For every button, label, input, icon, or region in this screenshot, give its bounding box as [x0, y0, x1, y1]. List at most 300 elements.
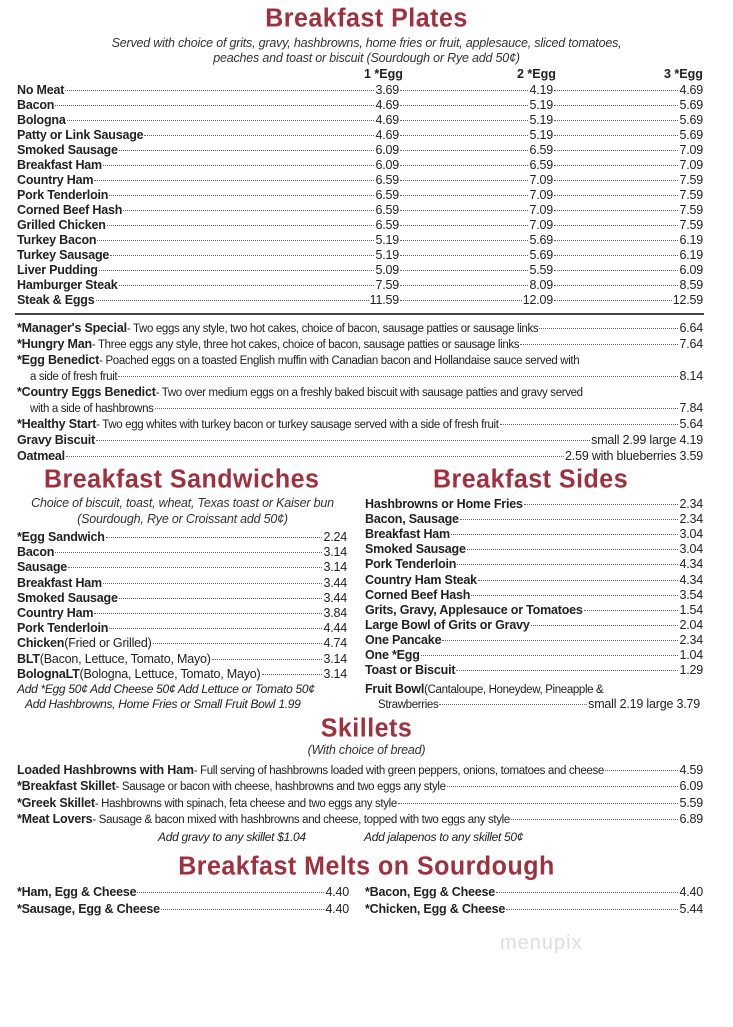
item-name: Pork Tenderloin	[17, 621, 109, 636]
item-price: 6.09	[679, 779, 703, 794]
dot-leader	[119, 150, 375, 151]
item-price: 3.84	[323, 606, 347, 620]
dot-leader	[212, 659, 323, 660]
plate-row	[17, 173, 703, 188]
item-name: *Greek Skillet	[17, 795, 95, 810]
dot-leader	[398, 803, 679, 804]
dot-leader	[554, 240, 678, 241]
item-price: 5.69	[679, 113, 703, 127]
item-name: Bologna	[17, 113, 66, 127]
dot-leader	[554, 255, 678, 256]
item-price: 2.34	[679, 497, 703, 511]
price-cell-2	[399, 143, 553, 158]
price-cell-3	[553, 233, 703, 248]
item-price: 2.04	[679, 617, 703, 632]
item-price: 6.59	[529, 158, 553, 172]
price-cell-1	[17, 143, 399, 158]
item-price: 5.19	[375, 248, 399, 262]
item-name: Toast or Biscuit	[365, 663, 456, 678]
item-price: 4.69	[679, 83, 703, 97]
plate-row	[17, 83, 703, 98]
item-price: 8.09	[529, 278, 553, 292]
item-desc: - Poached eggs on a toasted English muffin with Canadian bacon and Hollandaise sauce served with	[99, 355, 580, 367]
price-cell-1	[17, 188, 399, 203]
sides-title: Breakfast Sides	[433, 464, 629, 494]
dot-leader	[531, 625, 679, 626]
dot-leader	[539, 328, 678, 329]
item-price: 6.09	[375, 158, 399, 172]
special-row	[17, 433, 703, 448]
dot-leader	[447, 786, 679, 787]
side-row	[365, 573, 703, 588]
item-price: 7.59	[679, 203, 703, 217]
sandwich-row	[17, 621, 347, 636]
item-price: 12.59	[672, 293, 703, 307]
item-name: Bacon	[17, 545, 55, 560]
item-price: 5.69	[679, 128, 703, 142]
special-row	[17, 449, 703, 464]
dot-leader	[103, 165, 375, 166]
dot-leader	[96, 300, 369, 301]
item-name: Loaded Hashbrowns with Ham	[17, 763, 194, 777]
price-cell-2	[399, 218, 553, 233]
item-name: *Hungry Man	[17, 337, 92, 351]
dot-leader	[554, 150, 678, 151]
dot-leader	[400, 210, 528, 211]
item-price: 5.09	[375, 263, 399, 277]
item-name: Breakfast Ham	[365, 527, 450, 542]
special-row-cont	[30, 369, 703, 384]
item-price: 6.64	[679, 321, 703, 335]
dot-leader	[400, 285, 528, 286]
item-price: 4.34	[679, 572, 703, 587]
price-cell-2	[399, 158, 553, 173]
price-cell-3	[553, 98, 703, 113]
item-name: Country Ham Steak	[365, 572, 477, 587]
item-price: 6.59	[375, 188, 399, 202]
price-cell-1	[17, 98, 399, 113]
item-price: 5.19	[529, 98, 553, 112]
dot-leader	[467, 549, 679, 550]
item-price: 7.59	[679, 173, 703, 187]
item-price: 8.14	[679, 369, 703, 383]
plate-row	[17, 143, 703, 158]
item-name: Smoked Sausage	[365, 542, 466, 557]
plate-row	[17, 128, 703, 143]
item-desc: - Sausage & bacon mixed with hashbrowns and cheese, topped with two eggs any style	[92, 813, 510, 826]
plate-row	[17, 293, 703, 308]
item-name: *Meat Lovers	[17, 811, 93, 826]
skillet-addon-1: Add gravy to any skillet $1.04	[158, 830, 306, 844]
dot-leader	[554, 300, 672, 301]
price-cell-3	[553, 128, 703, 143]
item-price: 2.34	[679, 512, 703, 527]
price-cell-1	[17, 113, 399, 128]
item-name: Corned Beef Hash	[17, 203, 123, 217]
item-price: 3.04	[679, 542, 703, 557]
dot-leader	[68, 567, 322, 568]
dot-leader	[400, 270, 528, 271]
sandwich-row	[17, 545, 347, 560]
item-price: 6.09	[679, 263, 703, 277]
plate-row	[17, 158, 703, 173]
side-row	[365, 512, 703, 527]
skillets-subtitle: (With choice of bread)	[307, 743, 426, 757]
dot-leader	[400, 105, 528, 106]
item-price: 7.84	[679, 401, 703, 415]
dot-leader	[400, 150, 528, 151]
item-name: Liver Pudding	[17, 263, 98, 277]
item-price: 7.09	[529, 173, 553, 187]
skillet-row	[17, 796, 703, 811]
price-cell-3	[553, 83, 703, 98]
price-cell-2	[399, 188, 553, 203]
sandwich-row	[17, 636, 347, 651]
item-name: *Sausage, Egg & Cheese	[17, 902, 160, 916]
price-cell-1	[17, 278, 399, 293]
item-name: Smoked Sausage	[17, 590, 118, 605]
item-desc: - Three eggs any style, three hot cakes, choice of bacon, sausage patties or sausage links	[91, 339, 520, 351]
dot-leader	[123, 210, 374, 211]
dot-leader	[554, 105, 678, 106]
column-3-egg: 3 *Egg	[664, 67, 703, 81]
item-price: 7.09	[679, 143, 703, 157]
price-cell-2	[399, 233, 553, 248]
item-name: *Ham, Egg & Cheese	[17, 885, 137, 899]
item-price: 3.14	[323, 560, 347, 575]
dot-leader	[511, 819, 679, 820]
dot-leader	[119, 598, 323, 599]
dot-leader	[55, 552, 322, 553]
item-name: Bacon	[17, 98, 55, 112]
sandwich-row	[17, 667, 347, 682]
dot-leader	[153, 643, 323, 644]
melts-title: Breakfast Melts on Sourdough	[178, 851, 555, 881]
dot-leader	[400, 90, 528, 91]
item-price: 3.14	[323, 666, 347, 681]
item-desc: with a side of hashbrowns	[30, 403, 154, 415]
dot-leader	[400, 300, 522, 301]
item-name: No Meat	[17, 83, 65, 97]
item-name: Pork Tenderloin	[17, 188, 109, 202]
item-name: *Breakfast Skillet	[17, 779, 116, 794]
dot-leader	[107, 225, 375, 226]
item-name: BLT	[17, 651, 40, 666]
price-cell-2	[399, 278, 553, 293]
dot-leader	[439, 704, 587, 705]
item-name: Large Bowl of Grits or Gravy	[365, 617, 530, 632]
dot-leader	[109, 628, 322, 629]
item-price: 3.14	[323, 545, 347, 560]
item-name: Gravy Biscuit	[17, 433, 95, 447]
item-price: 11.59	[369, 293, 399, 307]
item-price: 3.14	[323, 651, 347, 666]
item-price: 4.19	[529, 83, 553, 97]
special-row-cont	[30, 401, 703, 416]
side-row	[365, 603, 703, 618]
dot-leader	[94, 613, 322, 614]
dot-leader	[137, 892, 324, 893]
dot-leader	[554, 180, 678, 181]
dot-leader	[554, 90, 678, 91]
skillet-row	[17, 812, 703, 827]
dot-leader	[554, 165, 678, 166]
price-cell-1	[17, 218, 399, 233]
item-name: Fruit Bowl	[365, 682, 425, 696]
item-price: 6.89	[679, 811, 703, 826]
dot-leader	[554, 195, 678, 196]
price-cell-2	[399, 203, 553, 218]
watermark: menupix	[500, 932, 583, 954]
sandwich-addons-2: Add Hashbrowns, Home Fries or Small Fruit Bowl 1.99	[25, 697, 301, 711]
dot-leader	[500, 424, 679, 425]
plates-subtitle-1: Served with choice of grits, gravy, hashbrowns, home fries or fruit, applesauce, sliced tomatoes,	[111, 36, 622, 50]
dot-leader	[478, 580, 679, 581]
item-name: Grilled Chicken	[17, 218, 106, 232]
item-price: 7.59	[679, 218, 703, 232]
item-price: 5.69	[679, 98, 703, 112]
item-desc: - Two egg whites with turkey bacon or turkey sausage served with a side of fresh fruit	[96, 419, 499, 431]
sandwiches-subtitle-1: Choice of biscuit, toast, wheat, Texas toast or Kaiser bun	[31, 496, 334, 510]
skillet-row	[17, 763, 703, 778]
item-name: One *Egg	[365, 648, 420, 662]
item-price: 4.40	[325, 902, 349, 916]
item-price: 5.59	[679, 795, 703, 810]
item-price: 6.59	[529, 143, 553, 157]
column-1-egg: 1 *Egg	[364, 67, 403, 81]
item-desc: (Bacon, Lettuce, Tomato, Mayo)	[39, 651, 211, 666]
item-desc: - Hashbrowns with spinach, feta cheese and two eggs any style	[94, 797, 397, 810]
price-cell-2	[399, 128, 553, 143]
item-price: 1.04	[679, 648, 703, 662]
item-price: 2.34	[679, 632, 703, 647]
plate-row	[17, 98, 703, 113]
dot-leader	[65, 90, 374, 91]
dot-leader	[400, 120, 528, 121]
dot-leader	[55, 105, 374, 106]
dot-leader	[96, 440, 590, 441]
skillets-title: Skillets	[320, 713, 413, 743]
fruit-bowl-row	[365, 682, 603, 697]
item-price: 4.40	[325, 885, 349, 899]
item-price: 3.69	[375, 83, 399, 97]
price-cell-2	[399, 293, 553, 308]
price-cell-2	[399, 248, 553, 263]
item-name: BolognaLT	[17, 666, 80, 681]
item-desc: Strawberries	[378, 699, 439, 711]
item-price: 2.24	[323, 530, 347, 544]
item-price: 7.09	[529, 203, 553, 217]
item-desc: - Two eggs any style, two hot cakes, choice of bacon, sausage patties or sausage links	[126, 323, 539, 335]
side-row	[365, 588, 703, 603]
price-cell-3	[553, 218, 703, 233]
item-price: 6.59	[375, 218, 399, 232]
item-price: 5.19	[529, 128, 553, 142]
dot-leader	[400, 180, 528, 181]
price-cell-3	[553, 158, 703, 173]
item-name: Hamburger Steak	[17, 278, 118, 292]
special-row	[17, 417, 703, 432]
item-price: 5.44	[679, 902, 703, 916]
item-price: 1.54	[679, 602, 703, 617]
melt-row	[17, 902, 349, 917]
dot-leader	[118, 376, 678, 377]
side-row	[365, 663, 703, 678]
item-price: 6.19	[679, 233, 703, 247]
price-cell-3	[553, 188, 703, 203]
dot-leader	[442, 640, 678, 641]
item-price: 5.19	[529, 113, 553, 127]
sandwich-row	[17, 591, 347, 606]
item-desc: - Full serving of hashbrowns loaded with green peppers, onions, tomatoes and cheese	[193, 765, 604, 777]
dot-leader	[520, 344, 678, 345]
divider	[15, 313, 704, 315]
price-cell-1	[17, 263, 399, 278]
plate-row	[17, 113, 703, 128]
price-cell-1	[17, 248, 399, 263]
sandwich-row	[17, 652, 347, 667]
dot-leader	[97, 240, 374, 241]
price-cell-3	[553, 173, 703, 188]
item-name: One Pancake	[365, 632, 442, 647]
item-desc: a side of fresh fruit	[30, 371, 118, 383]
price-cell-3	[553, 143, 703, 158]
item-name: Breakfast Ham	[17, 575, 102, 590]
dot-leader	[110, 255, 374, 256]
item-price: 7.09	[529, 218, 553, 232]
item-price: 4.69	[375, 113, 399, 127]
item-price: 4.74	[323, 636, 347, 651]
item-name: *Healthy Start	[17, 417, 97, 431]
item-price: 7.09	[679, 158, 703, 172]
item-price: 4.34	[679, 557, 703, 572]
item-name: Breakfast Ham	[17, 158, 102, 172]
dot-leader	[161, 909, 325, 910]
dot-leader	[99, 270, 375, 271]
dot-leader	[262, 674, 323, 675]
price-cell-1	[17, 173, 399, 188]
item-price: 3.44	[323, 575, 347, 590]
dot-leader	[144, 135, 374, 136]
dot-leader	[457, 564, 678, 565]
fruit-bowl-row-2	[378, 697, 700, 712]
item-price: 7.09	[529, 188, 553, 202]
dot-leader	[119, 285, 375, 286]
dot-leader	[554, 285, 678, 286]
plates-subtitle-2: peaches and toast or biscuit (Sourdough or Rye add 50¢)	[213, 51, 520, 65]
item-price: 12.09	[522, 293, 553, 307]
dot-leader	[496, 892, 678, 893]
item-price: 4.59	[679, 763, 703, 777]
item-price: small 2.19 large 3.79	[588, 697, 700, 711]
skillet-row	[17, 779, 703, 794]
column-2-egg: 2 *Egg	[517, 67, 556, 81]
price-cell-1	[17, 128, 399, 143]
item-name: Corned Beef Hash	[365, 587, 471, 602]
melt-row	[365, 902, 703, 917]
item-name: *Egg Benedict	[17, 353, 100, 367]
item-name: *Country Eggs Benedict	[17, 385, 156, 399]
dot-leader	[554, 135, 678, 136]
item-price: 4.44	[323, 621, 347, 636]
dot-leader	[400, 135, 528, 136]
item-name: *Bacon, Egg & Cheese	[365, 885, 496, 899]
item-price: 5.59	[529, 263, 553, 277]
item-price: 7.59	[679, 188, 703, 202]
dot-leader	[94, 180, 374, 181]
breakfast-plates-title: Breakfast Plates	[265, 3, 468, 33]
item-price: 6.59	[375, 173, 399, 187]
dot-leader	[421, 655, 679, 656]
item-price: 5.19	[375, 233, 399, 247]
sandwich-row	[17, 606, 347, 621]
dot-leader	[106, 537, 323, 538]
plate-row	[17, 278, 703, 293]
item-price: 5.69	[529, 233, 553, 247]
skillet-addon-2: Add jalapenos to any skillet 50¢	[364, 830, 524, 844]
dot-leader	[584, 610, 679, 611]
item-price: 6.59	[375, 203, 399, 217]
sandwich-row	[17, 560, 347, 575]
dot-leader	[460, 519, 679, 520]
special-row	[17, 353, 703, 368]
item-name: *Manager's Special	[17, 321, 127, 335]
dot-leader	[605, 770, 679, 771]
item-name: Hashbrowns or Home Fries	[365, 497, 523, 511]
special-row	[17, 385, 703, 400]
side-row	[365, 648, 703, 663]
dot-leader	[554, 270, 678, 271]
price-cell-2	[399, 83, 553, 98]
item-name: Pork Tenderloin	[365, 557, 457, 572]
price-cell-1	[17, 83, 399, 98]
price-cell-1	[17, 233, 399, 248]
melt-row	[365, 885, 703, 900]
item-name: Grits, Gravy, Applesauce or Tomatoes	[365, 602, 583, 617]
price-cell-1	[17, 158, 399, 173]
sandwich-row	[17, 576, 347, 591]
sandwiches-subtitle-2: (Sourdough, Rye or Croissant add 50¢)	[77, 512, 288, 526]
price-cell-3	[553, 263, 703, 278]
item-name: *Egg Sandwich	[17, 530, 105, 544]
dot-leader	[554, 225, 678, 226]
item-name: Patty or Link Sausage	[17, 128, 144, 142]
side-row	[365, 542, 703, 557]
melt-row	[17, 885, 349, 900]
price-cell-3	[553, 113, 703, 128]
price-cell-2	[399, 113, 553, 128]
side-row	[365, 618, 703, 633]
item-name: Steak & Eggs	[17, 293, 95, 307]
item-price: small 2.99 large 4.19	[591, 433, 703, 447]
item-desc: - Sausage or bacon with cheese, hashbrowns and two eggs any style	[115, 781, 446, 794]
side-row	[365, 633, 703, 648]
item-price: 1.29	[679, 663, 703, 678]
dot-leader	[506, 909, 678, 910]
item-price: 5.69	[529, 248, 553, 262]
sandwich-addons-1: Add *Egg 50¢ Add Cheese 50¢ Add Lettuce or Tomato 50¢	[17, 682, 315, 696]
side-row	[365, 557, 703, 572]
item-name: Smoked Sausage	[17, 143, 118, 157]
price-cell-1	[17, 293, 399, 308]
price-cell-2	[399, 263, 553, 278]
item-price: 6.09	[375, 143, 399, 157]
dot-leader	[103, 583, 323, 584]
item-name: Turkey Sausage	[17, 248, 110, 262]
item-name: Bacon, Sausage	[365, 512, 459, 527]
price-cell-2	[399, 98, 553, 113]
dot-leader	[155, 408, 679, 409]
